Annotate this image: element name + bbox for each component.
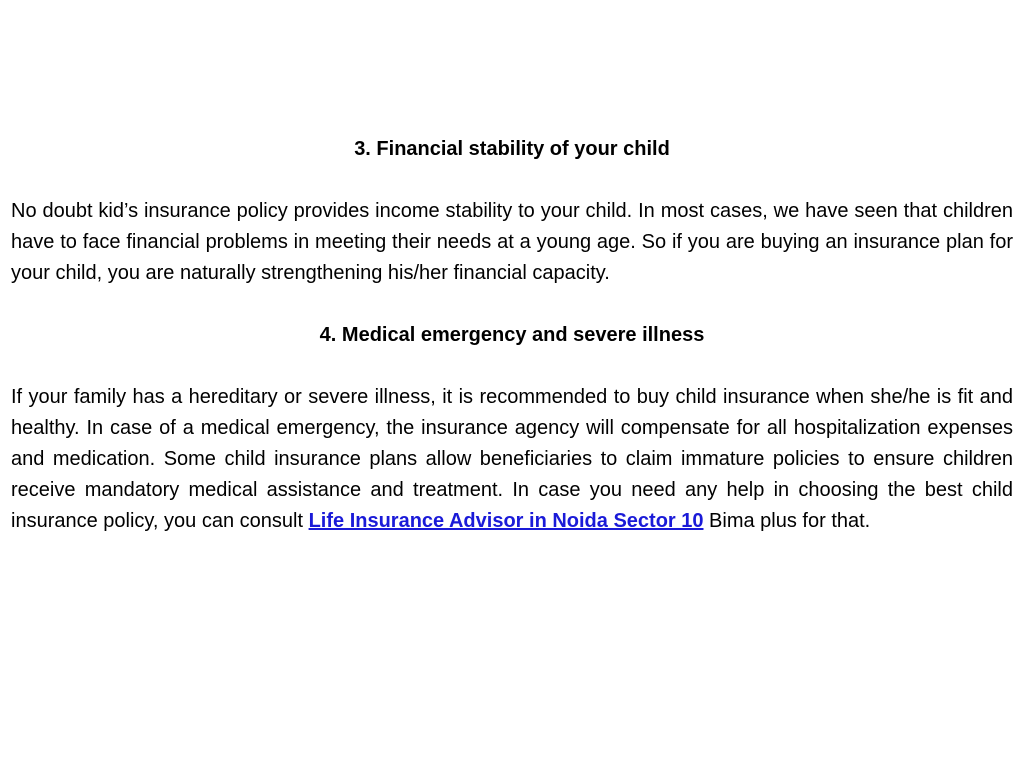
section-4-paragraph bbox=[11, 382, 1013, 537]
section-4-heading: 4. Medical emergency and severe illness bbox=[319, 324, 705, 346]
section-4-text-after-link: Bima plus for that. bbox=[703, 510, 871, 532]
spacer bbox=[11, 351, 1013, 382]
slide-content bbox=[11, 134, 1013, 537]
section-4-text-before-link: If your family has a hereditary or severe illness, it is recommended to buy child insurance when she/he is fit and healthy. In case of a medical emergency, the insurance agency will compensate for all hospitalization expenses and medication. Some child insurance plans allow beneficiaries to claim immature policies to ensure children receive mandatory medical assistance and treatment. In case you need any help in choosing the best child insurance policy, you can consult bbox=[11, 386, 1013, 532]
life-insurance-advisor-link[interactable]: Life Insurance Advisor in Noida Sector 10 bbox=[308, 510, 704, 532]
section-3-heading: 3. Financial stability of your child bbox=[354, 138, 670, 160]
section-3-paragraph: No doubt kid’s insurance policy provides income stability to your child. In most cases, we have seen that children have to face financial problems in meeting their needs at a young age. So if you are buying an insurance plan for your child, you are naturally strengthening his/her financial capacity. bbox=[11, 200, 1013, 284]
spacer bbox=[11, 289, 1013, 320]
spacer bbox=[11, 165, 1013, 196]
